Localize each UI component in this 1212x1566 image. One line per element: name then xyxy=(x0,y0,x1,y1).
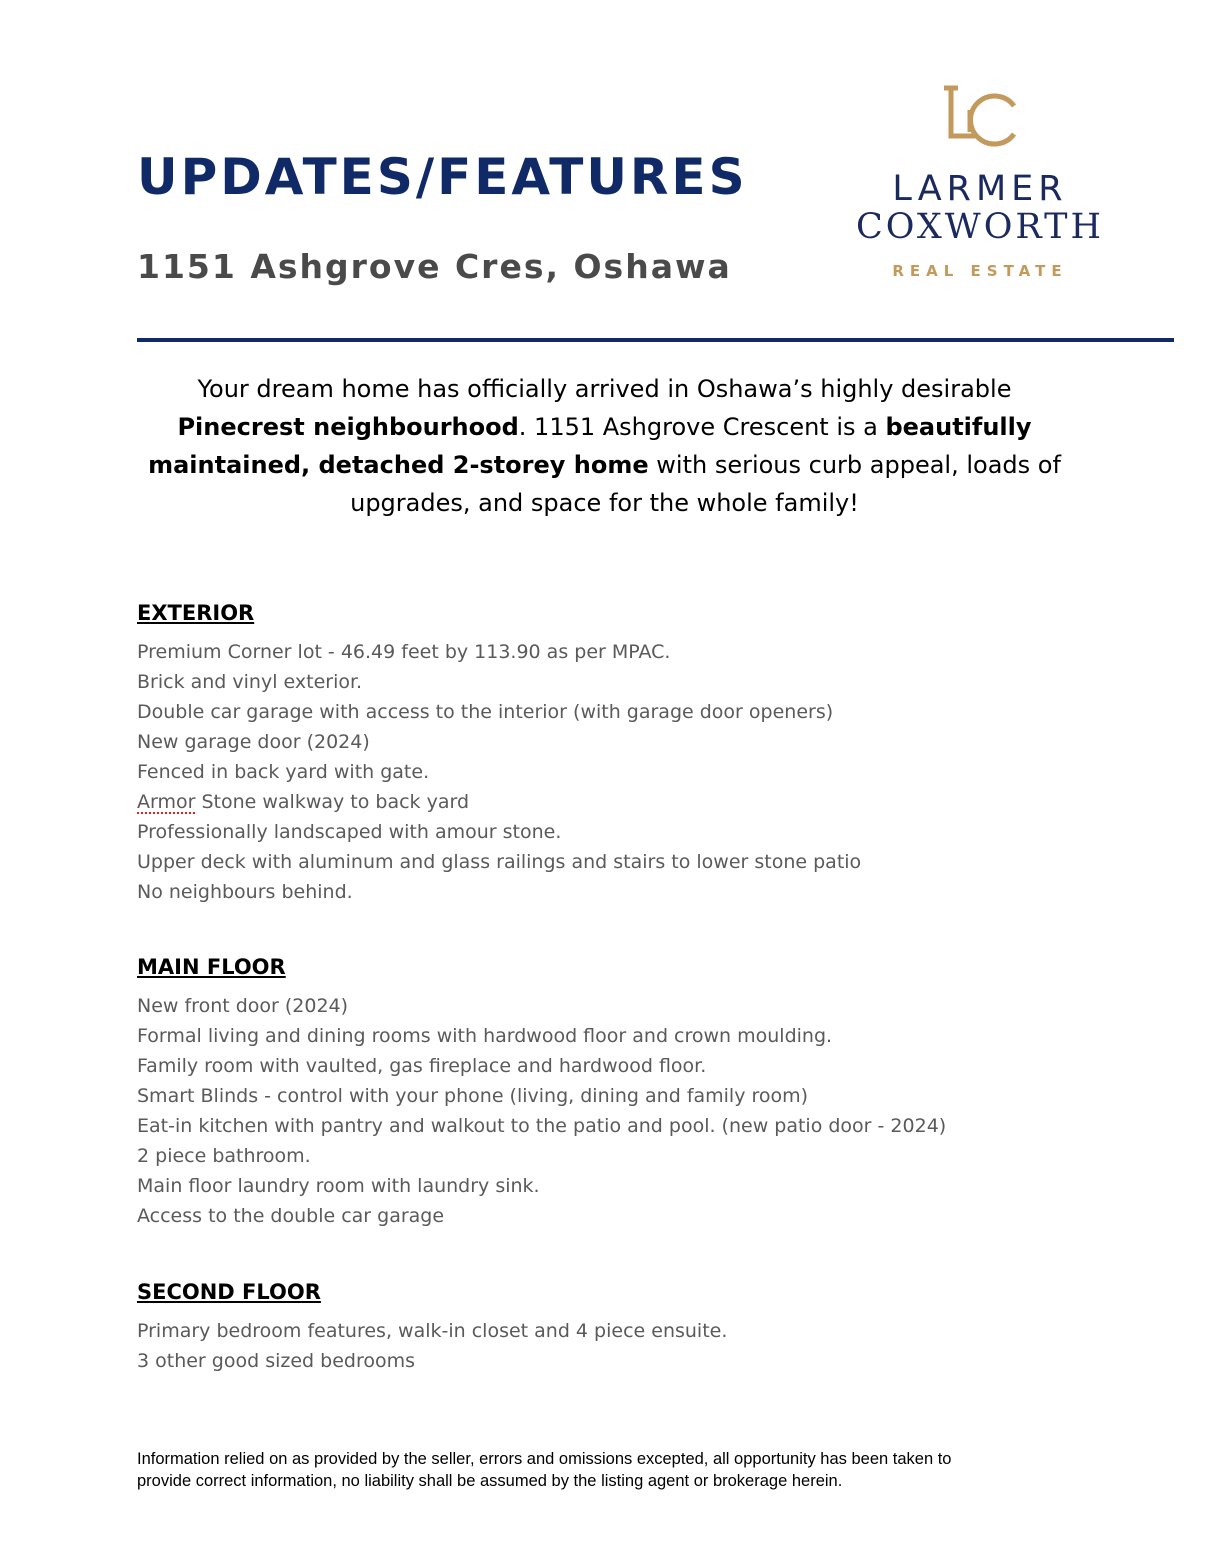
list-item xyxy=(137,787,861,817)
list-item: Professionally landscaped with amour stone. xyxy=(137,821,562,843)
spellcheck-flagged-word: Armor xyxy=(137,791,196,813)
intro-text-1: Your dream home has officially arrived in Oshawa’s highly desirable xyxy=(197,375,1012,403)
list-item: Upper deck with aluminum and glass railings and stairs to lower stone patio xyxy=(137,851,862,873)
list-item: Double car garage with access to the interior (with garage door openers) xyxy=(137,701,834,723)
list-item: No neighbours behind. xyxy=(137,881,353,903)
main-floor-feature-list xyxy=(137,991,946,1231)
logo-line-coxworth: COXWORTH xyxy=(855,207,1105,247)
list-item: Access to the double car garage xyxy=(137,1205,445,1227)
list-item: Family room with vaulted, gas fireplace and hardwood floor. xyxy=(137,1055,707,1077)
intro-bold-neighbourhood: Pinecrest neighbourhood xyxy=(177,413,519,441)
disclaimer xyxy=(137,1448,1097,1492)
logo-line-larmer: LARMER xyxy=(892,169,1068,209)
list-item: New garage door (2024) xyxy=(137,731,370,753)
brokerage-logo xyxy=(830,80,1130,290)
list-item: Fenced in back yard with gate. xyxy=(137,761,430,783)
list-item: Eat-in kitchen with pantry and walkout to the patio and pool. (new patio door - 2024) xyxy=(137,1115,947,1137)
intro-text-3: with serious curb appeal, loads of upgrades, and space for the whole family! xyxy=(350,451,1061,517)
list-item: Premium Corner lot - 46.49 feet by 113.90 as per MPAC. xyxy=(137,641,671,663)
list-item: Smart Blinds - control with your phone (living, dining and family room) xyxy=(137,1085,809,1107)
list-item: Main floor laundry room with laundry sink. xyxy=(137,1175,540,1197)
disclaimer-line-2: provide correct information, no liability shall be assumed by the listing agent or brokerage herein. xyxy=(137,1472,843,1490)
list-item: 2 piece bathroom. xyxy=(137,1145,311,1167)
list-item: Brick and vinyl exterior. xyxy=(137,671,363,693)
section-heading-main-floor: MAIN FLOOR xyxy=(137,955,286,979)
section-heading-second-floor: SECOND FLOOR xyxy=(137,1280,321,1304)
property-address: 1151 Ashgrove Cres, Oshawa xyxy=(137,247,732,286)
list-item: Primary bedroom features, walk-in closet and 4 piece ensuite. xyxy=(137,1320,728,1342)
header-divider xyxy=(137,338,1174,342)
lc-monogram-icon xyxy=(940,84,1020,156)
intro-paragraph xyxy=(137,370,1072,522)
logo-line-real-estate: REAL ESTATE xyxy=(892,262,1068,280)
intro-bold-home: beautifully maintained, detached 2-storey home xyxy=(148,413,1032,479)
list-item: Formal living and dining rooms with hardwood floor and crown moulding. xyxy=(137,1025,833,1047)
list-item-text: Stone walkway to back yard xyxy=(195,791,470,813)
second-floor-feature-list xyxy=(137,1316,727,1376)
section-heading-exterior: EXTERIOR xyxy=(137,601,255,625)
exterior-feature-list xyxy=(137,637,861,907)
intro-text-2: . 1151 Ashgrove Crescent is a xyxy=(518,413,886,441)
disclaimer-line-1: Information relied on as provided by the seller, errors and omissions excepted, all opportunity has been taken to xyxy=(137,1450,952,1468)
list-item: New front door (2024) xyxy=(137,995,349,1017)
page-title: UPDATES/FEATURES xyxy=(137,148,748,206)
list-item: 3 other good sized bedrooms xyxy=(137,1350,415,1372)
